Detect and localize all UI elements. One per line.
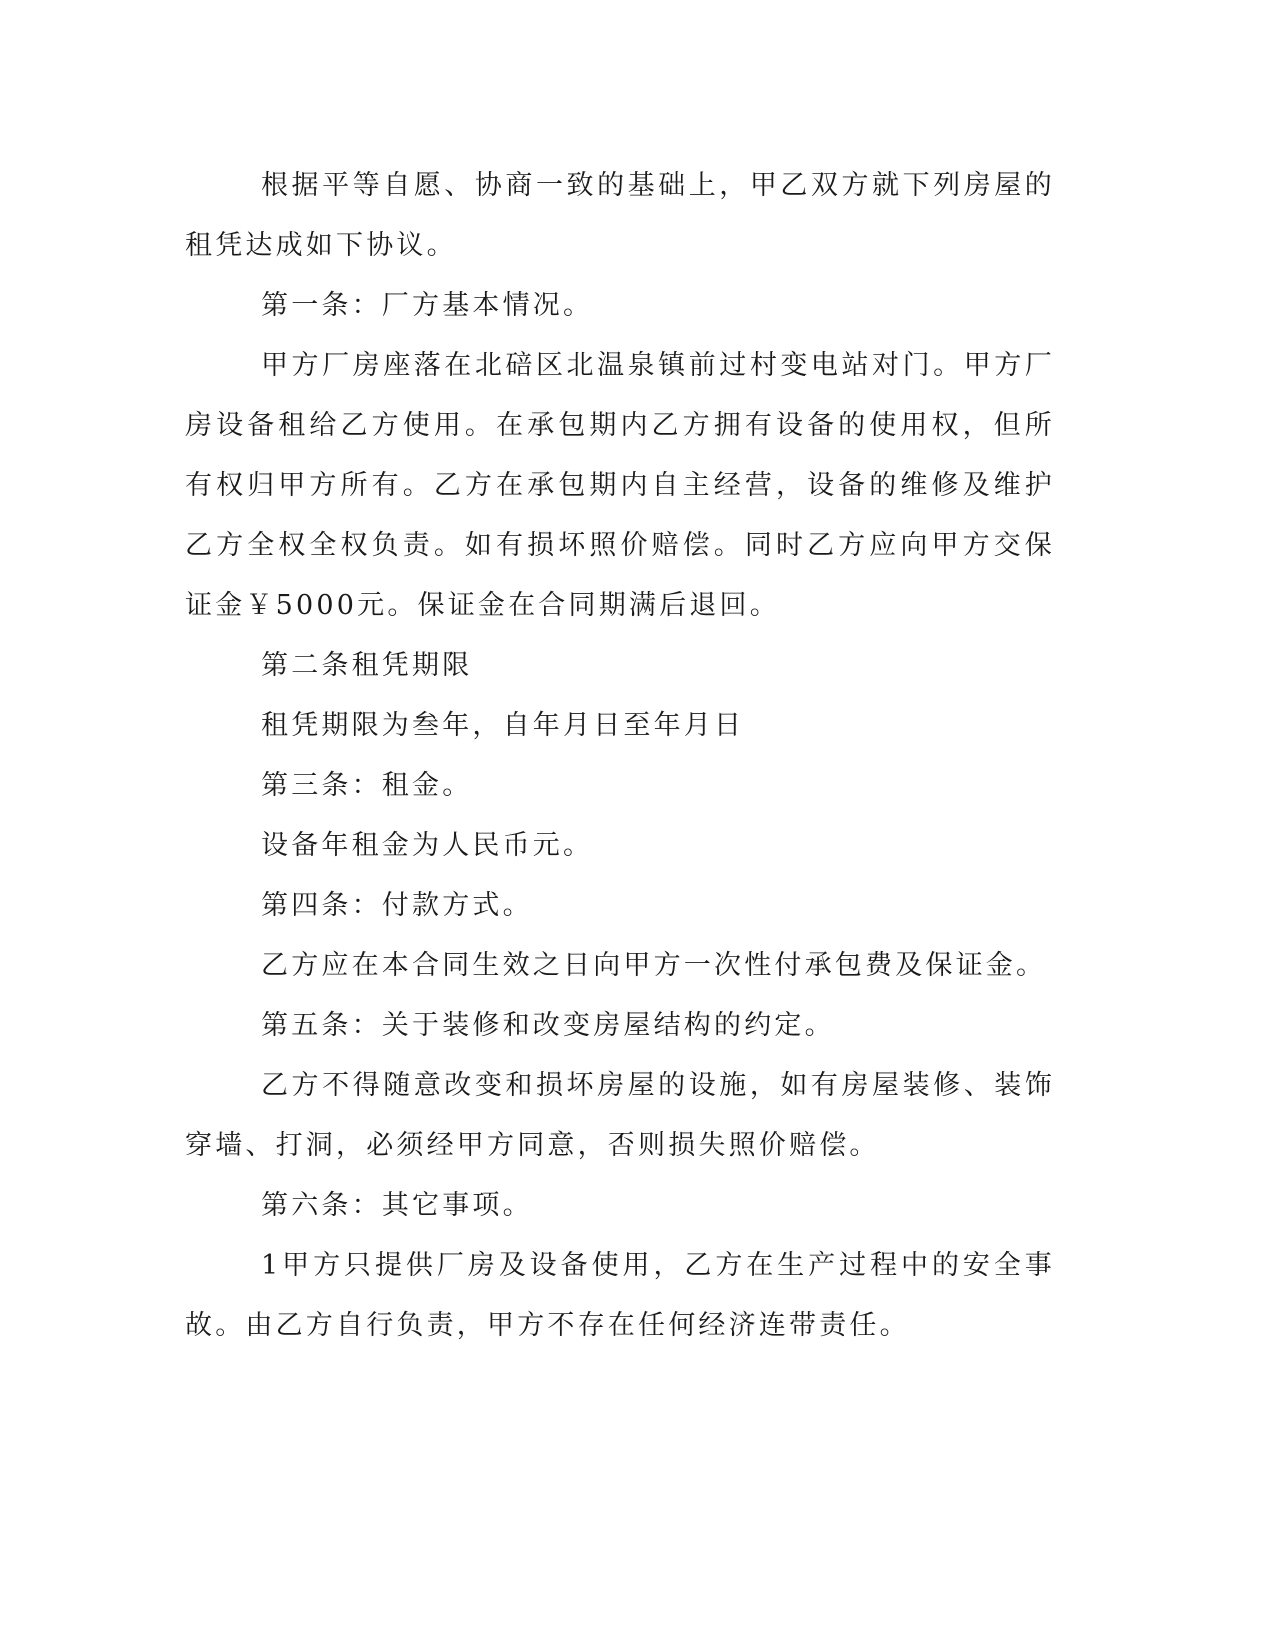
paragraph-preamble: 根据平等自愿、协商一致的基础上，甲乙双方就下列房屋的租凭达成如下协议。: [185, 170, 1055, 261]
article-1-body: 甲方厂房座落在北碚区北温泉镇前过村变电站对门。甲方厂房设备租给乙方使用。在承包期内乙方拥有设备的使用权，但所有权归甲方所有。乙方在承包期内自主经营，设备的维修及维护乙方全权全权负责。如有损坏照价赔偿。同时乙方应向甲方交保证金￥5000元。保证金在合同期满后退回。: [185, 350, 1055, 621]
article-4-heading: 第四条：付款方式。: [261, 890, 533, 921]
article-1-heading: 第一条：厂方基本情况。: [261, 290, 594, 321]
article-5-body: 乙方不得随意改变和损坏房屋的设施，如有房屋装修、装饰穿墙、打洞，必须经甲方同意，否则损失照价赔偿。: [185, 1070, 1055, 1161]
document-body: [185, 156, 1055, 1356]
article-4-body: 乙方应在本合同生效之日向甲方一次性付承包费及保证金。: [261, 950, 1047, 981]
article-3-body: 设备年租金为人民币元。: [261, 830, 594, 861]
article-6-heading: 第六条：其它事项。: [261, 1190, 533, 1221]
article-6-item-1: 1甲方只提供厂房及设备使用，乙方在生产过程中的安全事故。由乙方自行负责，甲方不存在任何经济连带责任。: [185, 1250, 1055, 1341]
article-2-heading: 第二条租凭期限: [261, 650, 473, 681]
article-3-heading: 第三条：租金。: [261, 770, 473, 801]
article-5-heading: 第五条：关于装修和改变房屋结构的约定。: [261, 1010, 835, 1041]
article-2-body: 租凭期限为叁年，自年月日至年月日: [261, 710, 745, 741]
